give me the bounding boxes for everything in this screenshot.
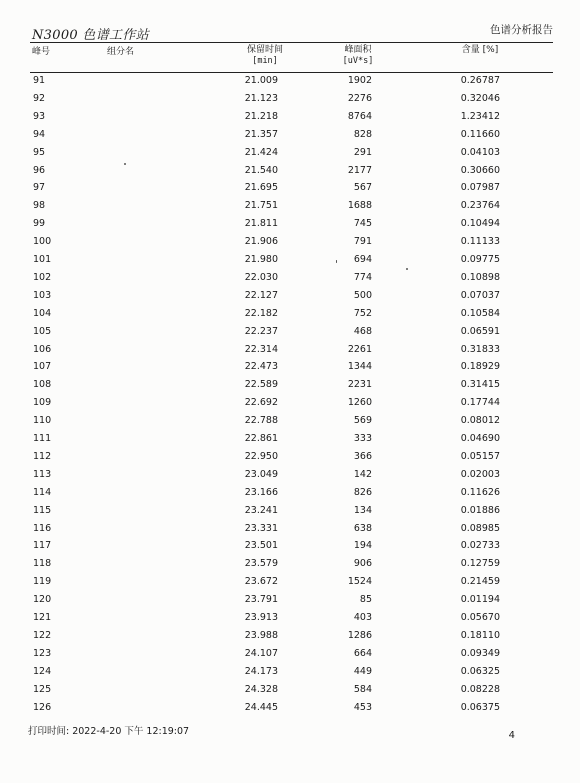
peak-area: 2276 xyxy=(347,92,372,104)
content-percent: 0.09775 xyxy=(460,254,500,265)
peak-area: 1260 xyxy=(347,397,372,409)
retention-time: 21.424 xyxy=(244,146,278,158)
peak-area: 453 xyxy=(353,701,372,713)
peak-area: 774 xyxy=(353,271,372,283)
content-percent: 0.11660 xyxy=(460,128,500,140)
retention-time: 22.237 xyxy=(244,325,278,337)
col-header-peak-area-label: 峰面积 xyxy=(344,45,372,55)
retention-time: 22.473 xyxy=(244,361,278,373)
table-row xyxy=(0,358,580,376)
peak-area: 333 xyxy=(353,433,372,444)
scan-speck xyxy=(336,260,337,263)
peak-number: 93 xyxy=(33,110,46,122)
peak-number: 106 xyxy=(33,343,52,355)
retention-time: 21.811 xyxy=(244,218,278,230)
table-row xyxy=(0,269,580,287)
peak-area: 1344 xyxy=(347,361,372,373)
content-percent: 0.08228 xyxy=(460,683,500,695)
peak-number: 111 xyxy=(33,433,52,444)
content-percent: 0.21459 xyxy=(460,576,500,588)
peak-area: 2231 xyxy=(347,379,372,391)
content-percent: 0.06325 xyxy=(460,665,500,677)
peak-area: 828 xyxy=(353,128,372,140)
retention-time: 23.579 xyxy=(244,558,278,570)
retention-time: 21.540 xyxy=(244,164,278,176)
report-title: 色谱分析报告 xyxy=(490,24,553,36)
peak-area: 569 xyxy=(353,415,372,427)
table-row xyxy=(0,376,580,394)
retention-time: 23.791 xyxy=(244,594,278,606)
peak-number: 118 xyxy=(33,558,52,570)
retention-time: 24.107 xyxy=(244,647,278,659)
content-percent: 0.18929 xyxy=(460,361,500,373)
content-percent: 0.26787 xyxy=(460,75,500,86)
table-row xyxy=(0,233,580,251)
retention-time: 21.123 xyxy=(244,92,278,104)
table-row xyxy=(0,484,580,502)
peak-number: 121 xyxy=(33,612,52,623)
retention-time: 23.166 xyxy=(244,486,278,498)
peak-area: 403 xyxy=(353,612,372,623)
retention-time: 21.218 xyxy=(244,110,278,122)
table-row xyxy=(0,699,580,717)
retention-time: 22.692 xyxy=(244,397,278,409)
peak-number: 107 xyxy=(33,361,52,373)
content-percent: 0.01194 xyxy=(460,594,500,606)
page-number: 4 xyxy=(508,730,515,741)
content-percent: 0.10494 xyxy=(460,218,500,230)
table-row xyxy=(0,520,580,538)
content-percent: 1.23412 xyxy=(460,110,500,122)
content-percent: 0.09349 xyxy=(460,647,500,659)
content-percent: 0.11133 xyxy=(460,236,500,248)
peak-number: 126 xyxy=(33,701,52,713)
col-header-retention-time xyxy=(230,45,300,67)
table-row xyxy=(0,627,580,645)
peak-area: 906 xyxy=(353,558,372,570)
content-percent: 0.18110 xyxy=(460,629,500,641)
retention-time: 21.906 xyxy=(244,236,278,248)
retention-time: 21.751 xyxy=(244,200,278,212)
retention-time: 22.788 xyxy=(244,415,278,427)
retention-time: 21.009 xyxy=(244,75,278,86)
peak-area: 2177 xyxy=(347,164,372,176)
peak-number: 115 xyxy=(33,504,52,516)
table-row xyxy=(0,90,580,108)
table-row xyxy=(0,72,580,90)
peak-number: 112 xyxy=(33,450,52,462)
retention-time: 23.331 xyxy=(244,522,278,534)
table-row xyxy=(0,394,580,412)
peak-number: 91 xyxy=(33,75,46,86)
retention-time: 21.980 xyxy=(244,254,278,265)
table-row xyxy=(0,215,580,233)
content-percent: 0.08012 xyxy=(460,415,500,427)
peak-number: 98 xyxy=(33,200,46,212)
table-row xyxy=(0,287,580,305)
col-header-retention-time-label: 保留时间 xyxy=(246,45,283,55)
table-row xyxy=(0,197,580,215)
peak-number: 124 xyxy=(33,665,52,677)
peak-area: 366 xyxy=(353,450,372,462)
content-percent: 0.05670 xyxy=(460,612,500,623)
content-percent: 0.10898 xyxy=(460,271,500,283)
content-percent: 0.17744 xyxy=(460,397,500,409)
retention-time: 21.357 xyxy=(244,128,278,140)
scan-speck xyxy=(124,163,126,165)
content-percent: 0.08985 xyxy=(460,522,500,534)
software-title: N3000 色谱工作站 xyxy=(32,28,149,43)
retention-time: 23.672 xyxy=(244,576,278,588)
retention-time: 23.913 xyxy=(244,612,278,623)
content-percent: 0.31415 xyxy=(460,379,500,391)
peak-area: 664 xyxy=(353,647,372,659)
table-row xyxy=(0,681,580,699)
peak-area: 142 xyxy=(353,468,372,480)
peak-area: 745 xyxy=(353,218,372,230)
peak-number: 103 xyxy=(33,289,52,301)
retention-time: 22.861 xyxy=(244,433,278,444)
table-row xyxy=(0,126,580,144)
peak-number: 120 xyxy=(33,594,52,606)
peak-area: 194 xyxy=(353,540,372,552)
content-percent: 0.02733 xyxy=(460,540,500,552)
content-percent: 0.11626 xyxy=(460,486,500,498)
content-percent: 0.06375 xyxy=(460,701,500,713)
peak-area: 584 xyxy=(353,683,372,695)
table-row xyxy=(0,448,580,466)
peak-number: 96 xyxy=(33,164,46,176)
peak-area: 85 xyxy=(359,594,372,606)
peak-number: 113 xyxy=(33,468,52,480)
table-row xyxy=(0,341,580,359)
peak-number: 114 xyxy=(33,486,52,498)
retention-time: 24.445 xyxy=(244,701,278,713)
table-row xyxy=(0,108,580,126)
peak-number: 116 xyxy=(33,522,52,534)
peak-area: 1286 xyxy=(347,629,372,641)
content-percent: 0.31833 xyxy=(460,343,500,355)
peak-area: 1902 xyxy=(347,75,372,86)
peak-area: 449 xyxy=(353,665,372,677)
retention-time: 23.241 xyxy=(244,504,278,516)
retention-time: 22.030 xyxy=(244,271,278,283)
retention-time: 22.182 xyxy=(244,307,278,319)
table-row xyxy=(0,179,580,197)
peak-area: 791 xyxy=(353,236,372,248)
peak-area: 2261 xyxy=(347,343,372,355)
peak-number: 104 xyxy=(33,307,52,319)
retention-time: 24.328 xyxy=(244,683,278,695)
content-percent: 0.07037 xyxy=(460,289,500,301)
peak-area: 291 xyxy=(353,146,372,158)
table-row xyxy=(0,645,580,663)
peak-number: 119 xyxy=(33,576,52,588)
content-percent: 0.06591 xyxy=(460,325,500,337)
peak-number: 99 xyxy=(33,218,46,230)
table-row xyxy=(0,502,580,520)
table-row xyxy=(0,663,580,681)
table-row xyxy=(0,591,580,609)
print-time: 打印时间: 2022-4-20 下午 12:19:07 xyxy=(28,726,190,737)
table-row xyxy=(0,430,580,448)
peak-number: 122 xyxy=(33,629,52,641)
retention-time: 21.695 xyxy=(244,182,278,194)
content-percent: 0.04103 xyxy=(460,146,500,158)
table-row xyxy=(0,144,580,162)
table-row xyxy=(0,305,580,323)
col-header-peak-no: 峰号 xyxy=(32,47,51,57)
content-percent: 0.32046 xyxy=(460,92,500,104)
content-percent: 0.05157 xyxy=(460,450,500,462)
content-percent: 0.02003 xyxy=(460,468,500,480)
peak-number: 109 xyxy=(33,397,52,409)
col-header-peak-area xyxy=(328,45,388,67)
col-header-peak-area-unit: [uV*s] xyxy=(342,56,374,66)
retention-time: 23.049 xyxy=(244,468,278,480)
peak-number: 94 xyxy=(33,128,46,140)
table-row xyxy=(0,555,580,573)
col-header-retention-time-unit: [min] xyxy=(252,56,278,66)
retention-time: 24.173 xyxy=(244,665,278,677)
table-row xyxy=(0,251,580,269)
table-row xyxy=(0,323,580,341)
peak-number: 97 xyxy=(33,182,46,194)
retention-time: 22.314 xyxy=(244,343,278,355)
retention-time: 22.127 xyxy=(244,289,278,301)
peak-number: 102 xyxy=(33,271,52,283)
peak-area: 752 xyxy=(353,307,372,319)
content-percent: 0.04690 xyxy=(460,433,500,444)
peak-area: 500 xyxy=(353,289,372,301)
peak-area: 638 xyxy=(353,522,372,534)
table-row xyxy=(0,609,580,627)
content-percent: 0.07987 xyxy=(460,182,500,194)
content-percent: 0.01886 xyxy=(460,504,500,516)
peak-area: 8764 xyxy=(347,110,372,122)
peak-number: 105 xyxy=(33,325,52,337)
peak-number: 92 xyxy=(33,92,46,104)
peak-area: 468 xyxy=(353,325,372,337)
retention-time: 22.589 xyxy=(244,379,278,391)
header-divider xyxy=(30,42,553,43)
peak-area: 134 xyxy=(353,504,372,516)
peak-number: 123 xyxy=(33,647,52,659)
peak-number: 110 xyxy=(33,415,52,427)
scan-speck xyxy=(406,268,408,270)
col-header-component: 组分名 xyxy=(107,47,135,57)
retention-time: 22.950 xyxy=(244,450,278,462)
retention-time: 23.988 xyxy=(244,629,278,641)
peak-area: 826 xyxy=(353,486,372,498)
content-percent: 0.10584 xyxy=(460,307,500,319)
retention-time: 23.501 xyxy=(244,540,278,552)
peak-number: 95 xyxy=(33,146,46,158)
content-percent: 0.23764 xyxy=(460,200,500,212)
peak-number: 101 xyxy=(33,254,52,265)
table-row xyxy=(0,573,580,591)
content-percent: 0.30660 xyxy=(460,164,500,176)
peak-area: 694 xyxy=(353,254,372,265)
col-header-content: 含量 [%] xyxy=(461,45,499,55)
peak-number: 108 xyxy=(33,379,52,391)
peak-area: 1688 xyxy=(347,200,372,212)
table-row xyxy=(0,466,580,484)
peak-number: 125 xyxy=(33,683,52,695)
peak-area: 567 xyxy=(353,182,372,194)
table-row xyxy=(0,162,580,180)
peak-number: 100 xyxy=(33,236,52,248)
table-row xyxy=(0,537,580,555)
table-row xyxy=(0,412,580,430)
content-percent: 0.12759 xyxy=(460,558,500,570)
peak-area: 1524 xyxy=(347,576,372,588)
peak-number: 117 xyxy=(33,540,52,552)
